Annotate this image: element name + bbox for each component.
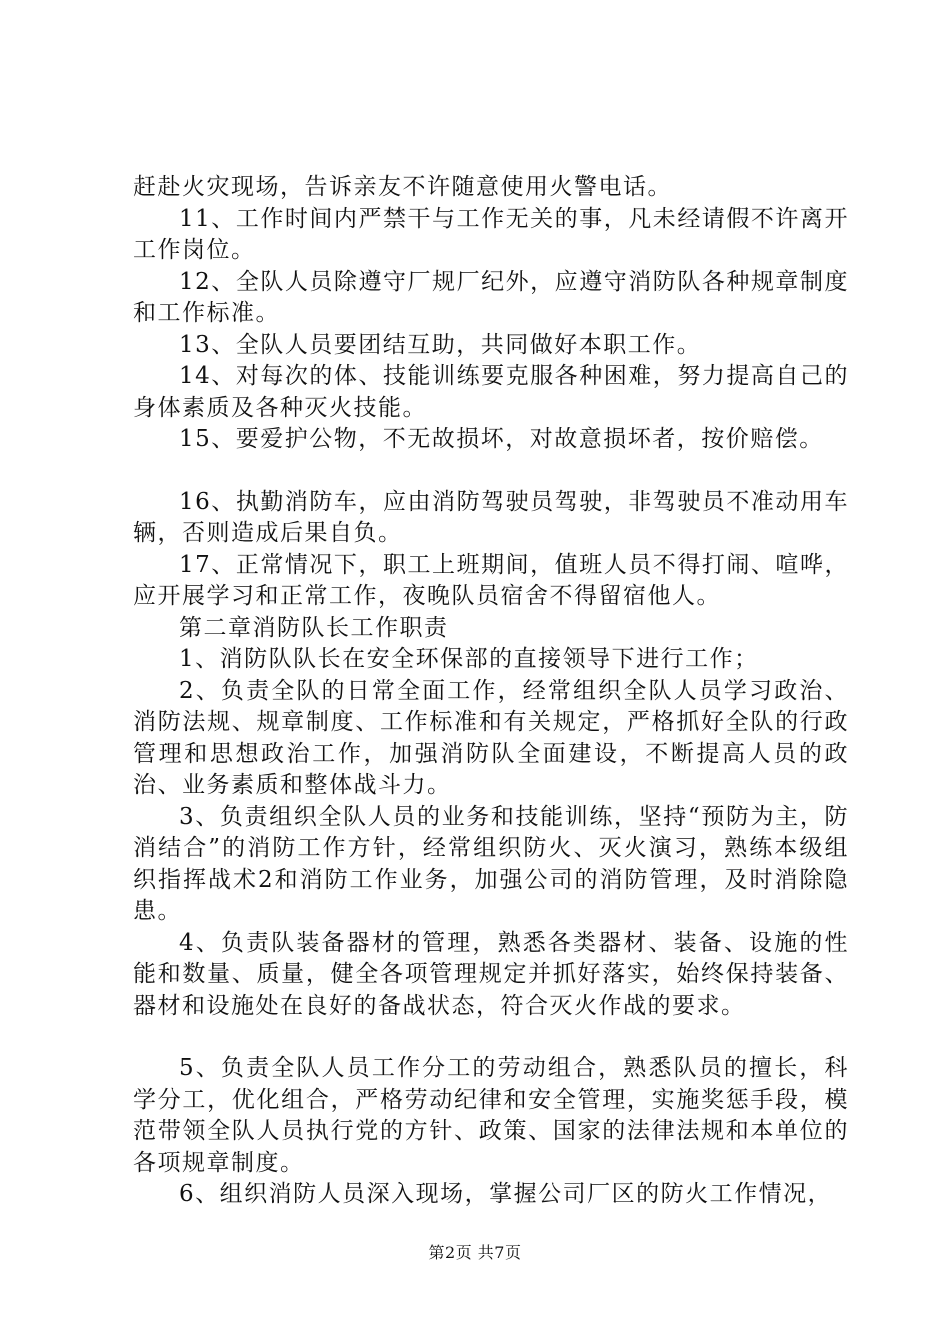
duty-item-5: 5、负责全队人员工作分工的劳动组合，熟悉队员的擅长，科学分工，优化组合，严格劳动纪律和安全管理，实施奖惩手段，模范带领全队人员执行党的方针、政策、国家的法律法规和本单位的各项规章制度。 [133, 1055, 849, 1176]
page-footer [0, 1240, 950, 1263]
duty-item-1: 1、消防队队长在安全环保部的直接领导下进行工作； [179, 646, 759, 672]
duty-item-6: 6、组织消防人员深入现场，掌握公司厂区的防火工作情况， [179, 1181, 833, 1207]
paragraph-item-12: 12、全队人员除遵守厂规厂纪外，应遵守消防队各种规章制度和工作标准。 [133, 268, 849, 326]
paragraph-item-13: 13、全队人员要团结互助，共同做好本职工作。 [179, 331, 702, 358]
paragraph-item-15: 15、要爱护公物，不无故损坏，对故意损坏者，按价赔偿。 [179, 426, 824, 452]
page-number-label: 第2页 共7页 [428, 1243, 522, 1262]
paragraph-item-11: 11、工作时间内严禁干与工作无关的事，凡未经请假不许离开工作岗位。 [133, 205, 849, 263]
paragraph-continuation: 赶赴火灾现场，告诉亲友不许随意使用火警电话。 [133, 174, 672, 200]
duty-item-3: 3、负责组织全队人员的业务和技能训练，坚持“预防为主，防消结合”的消防工作方针，经常组织防火、灭火演习，熟练本级组织指挥战术2和消防工作业务，加强公司的消防管理，及时消除隐患。 [133, 803, 849, 924]
duty-item-4: 4、负责队装备器材的管理，熟悉各类器材、装备、设施的性能和数量、质量，健全各项管理规定并抓好落实，始终保持装备、器材和设施处在良好的备战状态，符合灭火作战的要求。 [133, 929, 849, 1019]
paragraph-item-17: 17、正常情况下，职工上班期间，值班人员不得打闹、喧哗，应开展学习和正常工作，夜晚队员宿舍不得留宿他人。 [133, 551, 849, 609]
document-body [133, 172, 849, 1211]
paragraph-item-14: 14、对每次的体、技能训练要克服各种困难，努力提高自己的身体素质及各种灭火技能。 [133, 363, 849, 421]
paragraph-item-16: 16、执勤消防车，应由消防驾驶员驾驶，非驾驶员不准动用车辆，否则造成后果自负。 [133, 488, 849, 546]
duty-item-2: 2、负责全队的日常全面工作，经常组织全队人员学习政治、消防法规、规章制度、工作标准和有关规定，严格抓好全队的行政管理和思想政治工作，加强消防队全面建设，不断提高人员的政治、业务素质和整体战斗力。 [133, 677, 849, 798]
chapter-heading: 第二章消防队长工作职责 [179, 614, 449, 641]
